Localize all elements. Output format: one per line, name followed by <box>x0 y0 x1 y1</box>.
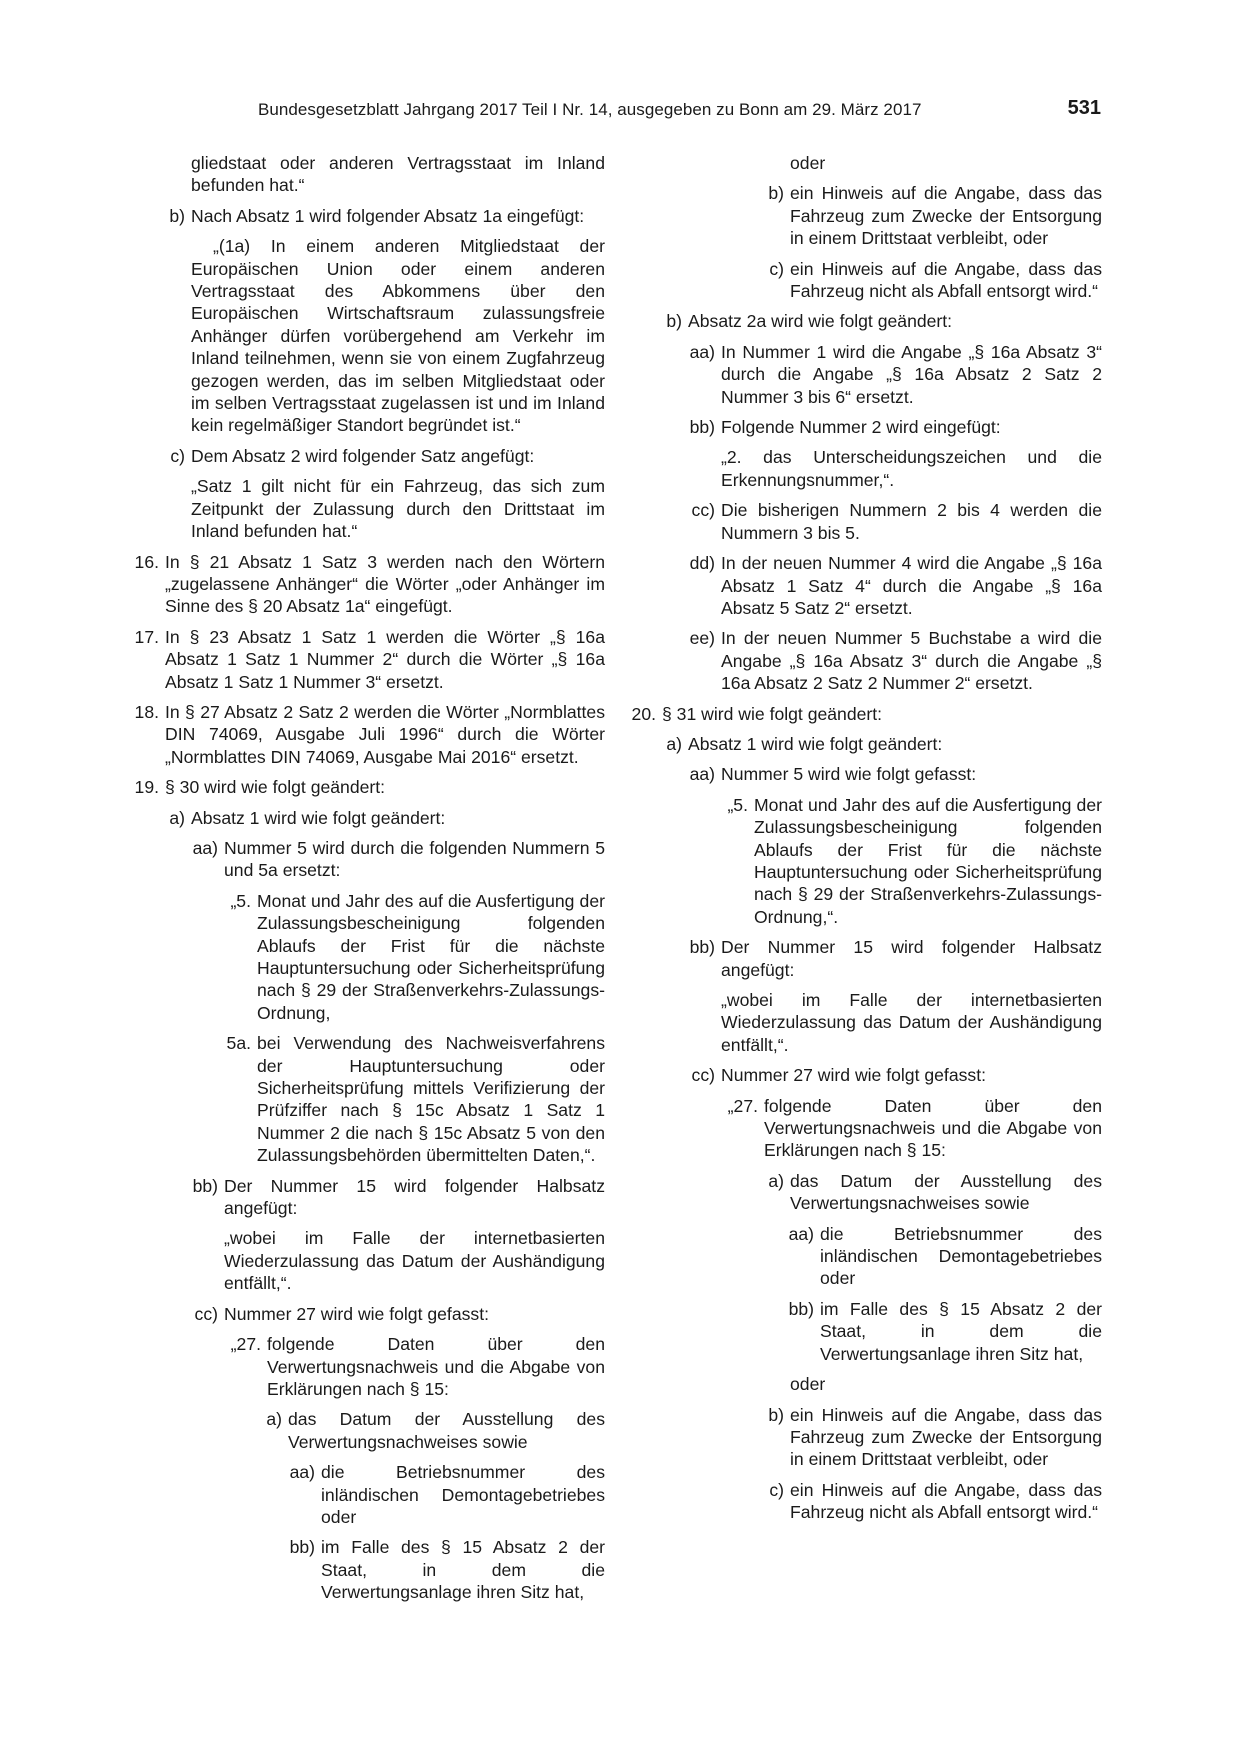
left-column <box>125 152 605 1604</box>
paragraph-text: „wobei im Falle der internetbasierten Wiederzulassung das Datum der Aushändigung entfällt,“. <box>721 990 1102 1055</box>
paragraph <box>630 152 1102 174</box>
list-item <box>630 733 1102 755</box>
item-text: § 31 wird wie folgt geändert: <box>662 703 883 724</box>
item-text: Nummer 5 wird wie folgt gefasst: <box>721 764 977 785</box>
right-column <box>630 152 1102 1524</box>
list-item <box>125 807 605 829</box>
list-item <box>125 205 605 227</box>
item-label: bb) <box>788 1298 814 1319</box>
item-text: folgende Daten über den Verwertungsnachweis und die Abgabe von Erklärungen nach § 15: <box>267 1334 605 1399</box>
item-label: b) <box>768 183 784 204</box>
item-label: aa) <box>788 1223 814 1244</box>
list-item <box>630 794 1102 928</box>
item-label: 19. <box>134 777 159 798</box>
list-item <box>125 626 605 693</box>
paragraph-text: gliedstaat oder anderen Vertragsstaat im Inland befunden hat.“ <box>191 153 605 196</box>
item-label: c) <box>769 1479 784 1500</box>
item-label: c) <box>769 258 784 279</box>
quoted-text <box>125 235 605 437</box>
item-label: „5. <box>727 794 748 815</box>
paragraph-text: „2. das Unterscheidungszeichen und die Erkennungsnummer,“. <box>721 447 1102 490</box>
item-label: c) <box>170 445 185 466</box>
list-item <box>630 703 1102 725</box>
item-text: die Betriebsnummer des inländischen Demontagebetriebes oder <box>820 1223 1102 1289</box>
item-text: In Nummer 1 wird die Angabe „§ 16a Absatz 3“ durch die Angabe „§ 16a Absatz 2 Satz 2 Nummer 3 bis 6“ ersetzt. <box>721 341 1102 407</box>
item-label: 16. <box>134 551 159 572</box>
quoted-text <box>125 1227 605 1294</box>
item-label: cc) <box>691 500 715 521</box>
item-text: In § 21 Absatz 1 Satz 3 werden nach den Wörtern „zugelassene Anhänger“ die Wörter „oder Anhänger im Sinne des § 20 Absatz 1a“ eingefügt. <box>165 551 605 617</box>
list-item <box>630 1479 1102 1524</box>
item-text: Monat und Jahr des auf die Ausfertigung der Zulassungsbescheinigung folgenden Ablaufs der Frist für die nächste Hauptuntersuchung oder Sicherheitsprüfung nach § 29 der Straßenverkehrs-Zulassungs-Ordnung,“. <box>754 794 1102 927</box>
item-text: Nummer 27 wird wie folgt gefasst: <box>721 1065 986 1086</box>
item-label: 5a. <box>226 1033 251 1054</box>
list-item <box>125 837 605 882</box>
item-label: bb) <box>192 1175 218 1196</box>
list-item <box>630 552 1102 619</box>
item-text: Nummer 27 wird wie folgt gefasst: <box>224 1303 489 1324</box>
header-title: Bundesgesetzblatt Jahrgang 2017 Teil I Nr. 14, ausgegeben zu Bonn am 29. März 2017 <box>258 100 922 119</box>
item-text: bei Verwendung des Nachweisverfahrens der Hauptuntersuchung oder Sicherheitsprüfung mittels Verifizierung der Prüfziffer nach § 15c Absatz 1 Satz 1 Nummer 2 die nach § 15c Absatz 5 von den Zulassungsbehörden übermittelten Daten,“. <box>257 1033 605 1166</box>
quoted-text <box>630 989 1102 1056</box>
list-item <box>125 445 605 467</box>
list-item <box>630 763 1102 785</box>
item-text: § 30 wird wie folgt geändert: <box>165 777 386 798</box>
list-item <box>630 1298 1102 1365</box>
list-item <box>630 310 1102 332</box>
paragraph <box>125 152 605 197</box>
page-header <box>258 97 1101 128</box>
list-item <box>125 701 605 768</box>
item-label: bb) <box>689 417 715 438</box>
item-text: die Betriebsnummer des inländischen Demontagebetriebes oder <box>321 1462 605 1527</box>
item-label: 20. <box>631 703 656 724</box>
list-item <box>125 890 605 1024</box>
item-label: b) <box>169 205 185 226</box>
item-text: im Falle des § 15 Absatz 2 der Staat, in dem die Verwertungsanlage ihren Sitz hat, <box>321 1537 605 1603</box>
list-item <box>630 1064 1102 1086</box>
item-text: Dem Absatz 2 wird folgender Satz angefügt: <box>191 445 535 466</box>
item-label: 18. <box>134 701 159 722</box>
list-item <box>630 416 1102 438</box>
item-text: das Datum der Ausstellung des Verwertungsnachweises sowie <box>790 1170 1102 1214</box>
page-number: 531 <box>1067 97 1101 119</box>
item-text: Absatz 2a wird wie folgt geändert: <box>688 311 953 332</box>
list-item <box>630 627 1102 694</box>
item-text: Folgende Nummer 2 wird eingefügt: <box>721 417 1001 438</box>
item-text: ein Hinweis auf die Angabe, dass das Fahrzeug nicht als Abfall entsorgt wird.“ <box>790 1479 1102 1523</box>
item-label: b) <box>666 311 682 332</box>
item-text: im Falle des § 15 Absatz 2 der Staat, in dem die Verwertungsanlage ihren Sitz hat, <box>820 1298 1102 1364</box>
item-label: „5. <box>230 890 251 911</box>
list-item <box>630 499 1102 544</box>
item-text: Absatz 1 wird wie folgt geändert: <box>688 733 943 754</box>
item-text: In der neuen Nummer 4 wird die Angabe „§ 16a Absatz 1 Satz 4“ durch die Angabe „§ 16a Absatz 5 Satz 2“ ersetzt. <box>721 553 1102 618</box>
item-text: Absatz 1 wird wie folgt geändert: <box>191 807 446 828</box>
list-item <box>125 1461 605 1528</box>
paragraph-text: „wobei im Falle der internetbasierten Wiederzulassung das Datum der Aushändigung entfällt,“. <box>224 1228 605 1294</box>
item-text: Nummer 5 wird durch die folgenden Nummern 5 und 5a ersetzt: <box>224 837 605 881</box>
item-text: In der neuen Nummer 5 Buchstabe a wird die Angabe „§ 16a Absatz 3“ durch die Angabe „§ 16a Absatz 2 Satz 2 Nummer 2“ ersetzt. <box>721 628 1102 694</box>
paragraph-text: oder <box>790 1374 826 1395</box>
list-item <box>630 182 1102 249</box>
paragraph-text: „(1a) In einem anderen Mitgliedstaat der Europäischen Union oder einem anderen Vertragsstaat des Abkommens über den Europäischen Wirtschaftsraum zulassungsfreie Anhänger dürfen vorübergehend am Verkehr im Inland teilnehmen, wenn sie von einem Zugfahrzeug gezogen werden, das im selben Mitgliedstaat oder im selben Vertragsstaat zugelassen ist und im Inland kein regelmäßiger Standort begründet ist.“ <box>191 236 605 436</box>
item-label: a) <box>266 1409 282 1430</box>
item-text: Der Nummer 15 wird folgender Halbsatz angefügt: <box>224 1175 605 1219</box>
item-label: bb) <box>689 937 715 958</box>
item-text: Der Nummer 15 wird folgender Halbsatz angefügt: <box>721 937 1102 980</box>
item-label: a) <box>169 807 185 828</box>
item-text: Die bisherigen Nummern 2 bis 4 werden die Nummern 3 bis 5. <box>721 500 1102 543</box>
paragraph <box>630 1373 1102 1395</box>
list-item <box>630 1170 1102 1215</box>
list-item <box>630 1404 1102 1471</box>
item-label: aa) <box>689 764 715 785</box>
quoted-text <box>125 475 605 542</box>
list-item <box>125 551 605 618</box>
item-label: ee) <box>689 628 715 649</box>
item-label: „27. <box>230 1334 261 1355</box>
list-item <box>125 1303 605 1325</box>
list-item <box>630 258 1102 303</box>
quoted-text <box>630 446 1102 491</box>
item-label: a) <box>666 733 682 754</box>
item-label: aa) <box>192 837 218 858</box>
list-item <box>125 1536 605 1603</box>
list-item <box>125 1032 605 1166</box>
item-text: In § 27 Absatz 2 Satz 2 werden die Wörter „Normblattes DIN 74069, Ausgabe Juli 1996“ durch die Wörter „Normblattes DIN 74069, Ausgabe Mai 2016“ ersetzt. <box>165 701 605 767</box>
item-label: „27. <box>727 1095 758 1116</box>
item-label: bb) <box>289 1537 315 1558</box>
item-label: 17. <box>134 626 159 647</box>
list-item <box>630 1223 1102 1290</box>
paragraph-text: oder <box>790 153 826 173</box>
list-item <box>125 1408 605 1453</box>
list-item <box>125 1333 605 1400</box>
item-text: Nach Absatz 1 wird folgender Absatz 1a eingefügt: <box>191 205 585 226</box>
item-label: aa) <box>289 1462 315 1483</box>
paragraph-text: „Satz 1 gilt nicht für ein Fahrzeug, das sich zum Zeitpunkt der Zulassung durch den Drittstaat im Inland befunden hat.“ <box>191 476 605 542</box>
list-item <box>125 776 605 798</box>
list-item <box>630 341 1102 408</box>
item-text: ein Hinweis auf die Angabe, dass das Fahrzeug nicht als Abfall entsorgt wird.“ <box>790 258 1102 302</box>
item-text: das Datum der Ausstellung des Verwertungsnachweises sowie <box>288 1409 605 1452</box>
item-text: Monat und Jahr des auf die Ausfertigung der Zulassungsbescheinigung folgenden Ablaufs der Frist für die nächste Hauptuntersuchung oder Sicherheitsprüfung nach § 29 der Straßenverkehrs-Zulassungs-Ordnung, <box>257 890 605 1023</box>
item-text: ein Hinweis auf die Angabe, dass das Fahrzeug zum Zwecke der Entsorgung in einem Drittstaat verbleibt, oder <box>790 183 1102 249</box>
item-text: folgende Daten über den Verwertungsnachweis und die Abgabe von Erklärungen nach § 15: <box>764 1095 1102 1161</box>
list-item <box>630 1095 1102 1162</box>
item-label: a) <box>768 1170 784 1191</box>
item-text: In § 23 Absatz 1 Satz 1 werden die Wörter „§ 16a Absatz 1 Satz 1 Nummer 2“ durch die Wörter „§ 16a Absatz 1 Satz 1 Nummer 3“ ersetzt. <box>165 626 605 692</box>
item-label: b) <box>768 1404 784 1425</box>
item-text: ein Hinweis auf die Angabe, dass das Fahrzeug zum Zwecke der Entsorgung in einem Drittstaat verbleibt, oder <box>790 1404 1102 1470</box>
list-item <box>125 1175 605 1220</box>
item-label: cc) <box>194 1303 218 1324</box>
item-label: dd) <box>689 553 715 574</box>
list-item <box>630 936 1102 981</box>
item-label: aa) <box>689 341 715 362</box>
item-label: cc) <box>691 1065 715 1086</box>
